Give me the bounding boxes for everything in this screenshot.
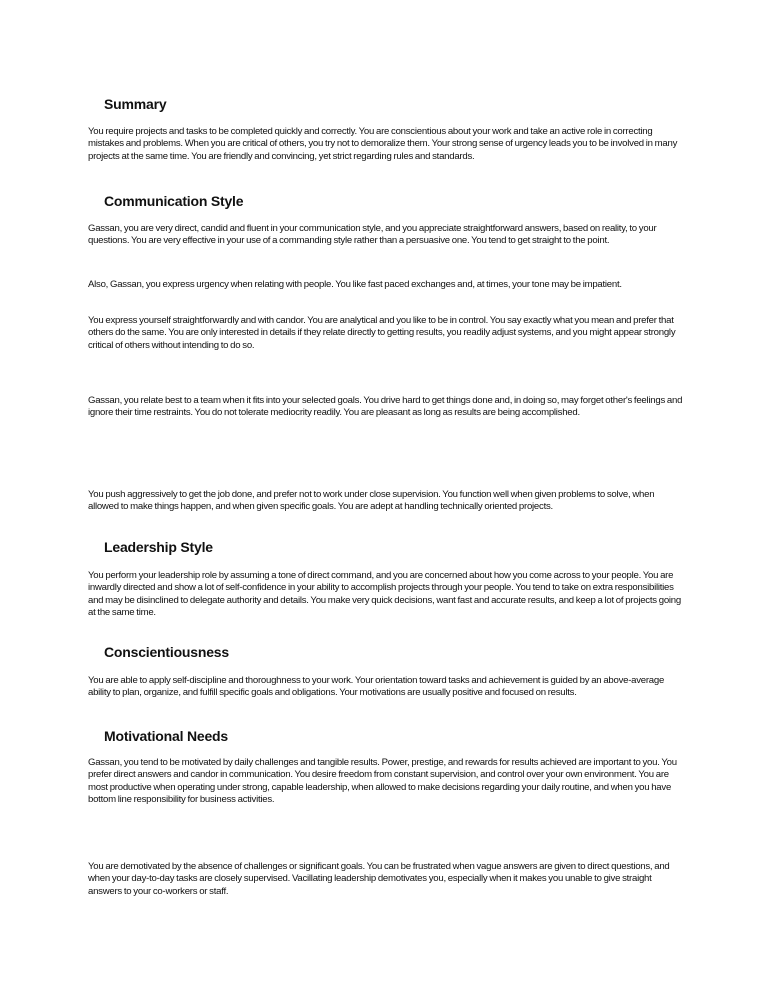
communication-paragraph-1: Gassan, you are very direct, candid and fluent in your communication style, and you appreciate straightforward answers, based on reality, to your questions. You are very effective in your use of a commanding style rather than a persuasive one. You tend to get straight to the point. [88,223,657,247]
motivational-paragraph-2: You are demotivated by the absence of challenges or significant goals. You can be frustrated when vague answers are given to direct questions, and when your day-to-day tasks are closely supervised. Vacillating leadership demotivates you, especially when it makes you unable to give straight answers to your co-workers or staff. [88,861,670,897]
heading-leadership-style: Leadership Style [104,539,213,555]
communication-paragraph-2: Also, Gassan, you express urgency when relating with people. You like fast paced exchanges and, at times, your tone may be impatient. [88,279,622,290]
communication-paragraph-5: You push aggressively to get the job done, and prefer not to work under close supervision. You function well when given problems to solve, when allowed to make things happen, and when given specific goals. You are adept at handling technically oriented projects. [88,489,655,513]
summary-paragraph: You require projects and tasks to be completed quickly and correctly. You are conscientious about your work and take an active role in correcting mistakes and problems. When you are critical of others, you try not to demoralize them. Your strong sense of urgency leads you to be involved in many projects at the same time. You are friendly and convincing, yet strict regarding rules and standards. [88,126,678,162]
motivational-paragraph-1: Gassan, you tend to be motivated by daily challenges and tangible results. Power, prestige, and rewards for results achieved are important to you. You prefer direct answers and candor in communication. You desire freedom from constant supervision, and control over your own environment. You are most productive when operating under strong, capable leadership, when allowed to make decisions regarding your daily routine, and when you have bottom line responsibility for business activities. [88,757,677,806]
conscientiousness-paragraph: You are able to apply self-discipline and thoroughness to your work. Your orientation toward tasks and achievement is guided by an above-average ability to plan, organize, and fulfill specific goals and obligations. Your motivations are usually positive and focused on results. [88,675,665,699]
heading-motivational-needs: Motivational Needs [104,728,228,744]
heading-conscientiousness: Conscientiousness [104,644,229,660]
heading-communication-style: Communication Style [104,193,244,209]
communication-paragraph-3: You express yourself straightforwardly and with candor. You are analytical and you like to be in control. You say exactly what you mean and prefer that others do the same. You are only interested in details if they relate directly to getting results, you readily adjust systems, and you might appear strongly critical of others without intending to do so. [88,315,676,351]
heading-summary: Summary [104,96,167,112]
communication-paragraph-4: Gassan, you relate best to a team when it fits into your selected goals. You drive hard to get things done and, in doing so, may forget other's feelings and ignore their time restraints. You do not tolerate mediocrity readily. You are pleasant as long as results are being accomplished. [88,395,683,419]
leadership-paragraph: You perform your leadership role by assuming a tone of direct command, and you are concerned about how you come across to your people. You are inwardly directed and show a lot of self-confidence in your ability to accomplish projects through your people. You tend to take on extra responsibilities and may be disinclined to delegate authority and details. You make very quick decisions, want fast and accurate results, and keep a lot of projects going at the same time. [88,570,681,619]
